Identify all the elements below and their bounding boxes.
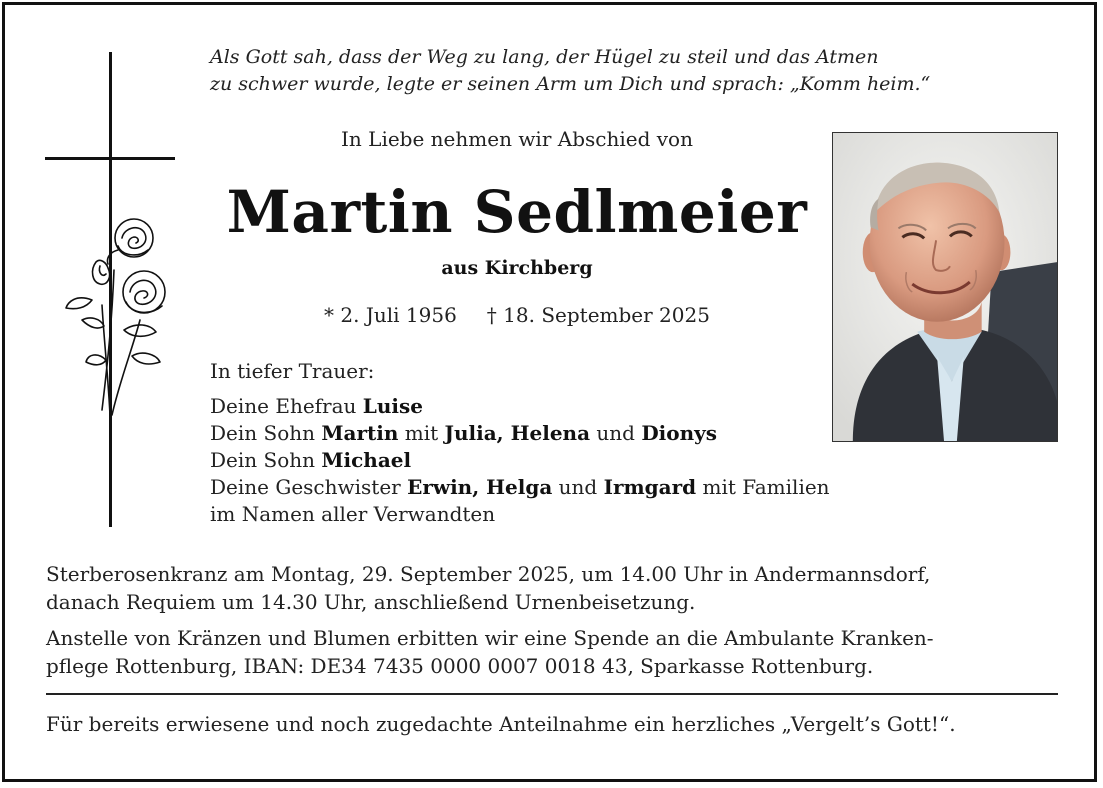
mourner-relation: Deine Ehefrau [210, 394, 363, 418]
mourner-name: Erwin, Helga [407, 475, 553, 499]
mourner-relation: und [552, 475, 604, 499]
portrait-photo [832, 132, 1058, 442]
mourner-relation: und [590, 421, 642, 445]
service-line-2: danach Requiem um 14.30 Uhr, anschließend Urnenbeisetzung. [46, 590, 696, 614]
mourner-line [210, 447, 830, 474]
birth-date: * 2. Juli 1956 [324, 303, 457, 327]
mourner-name: Julia, Helena [444, 421, 591, 445]
mourner-name: Michael [321, 448, 412, 472]
divider [46, 693, 1058, 695]
quote-line-2: zu schwer wurde, legte er seinen Arm um Dich und sprach: „Komm heim.“ [210, 73, 931, 95]
mourners-list [210, 393, 830, 528]
quote-line-1: Als Gott sah, dass der Weg zu lang, der Hügel zu steil und das Atmen [210, 46, 879, 68]
mourner-name: Luise [362, 394, 423, 418]
donation-line-2: pflege Rottenburg, IBAN: DE34 7435 0000 0007 0018 43, Sparkasse Rottenburg. [46, 654, 874, 678]
mourner-name: Martin [321, 421, 399, 445]
mourner-relation: im Namen aller Verwandten [210, 502, 496, 526]
service-info [46, 560, 930, 616]
mourner-line [210, 501, 830, 528]
roses-icon [62, 210, 172, 420]
mourner-relation: Deine Geschwister [210, 475, 408, 499]
thanks-text: Für bereits erwiesene und noch zugedachte Anteilnahme ein herzliches „Vergelt’s Gott!“. [46, 712, 956, 736]
mourner-line [210, 474, 830, 501]
donation-info [46, 624, 934, 680]
mourner-line [210, 393, 830, 420]
deceased-name: Martin Sedlmeier [226, 178, 808, 246]
mourner-relation: Dein Sohn [210, 448, 322, 472]
mourners-heading: In tiefer Trauer: [210, 359, 375, 383]
death-date: † 18. September 2025 [486, 303, 710, 327]
mourner-relation: mit Familien [696, 475, 830, 499]
mourner-line [210, 420, 830, 447]
cross-bar [45, 157, 175, 160]
mourner-name: Dionys [641, 421, 718, 445]
mourner-name: Irmgard [603, 475, 697, 499]
origin-text: aus Kirchberg [441, 257, 593, 279]
mourners-block [210, 358, 830, 528]
donation-line-1: Anstelle von Kränzen und Blumen erbitten wir eine Spende an die Ambulante Kranken- [46, 626, 934, 650]
mourner-relation: mit [398, 421, 445, 445]
life-dates [210, 303, 824, 327]
service-line-1: Sterberosenkranz am Montag, 29. September 2025, um 14.00 Uhr in Andermannsdorf, [46, 562, 931, 586]
mourner-relation: Dein Sohn [210, 421, 322, 445]
quote [210, 44, 930, 98]
intro-text: In Liebe nehmen wir Abschied von [341, 127, 693, 151]
